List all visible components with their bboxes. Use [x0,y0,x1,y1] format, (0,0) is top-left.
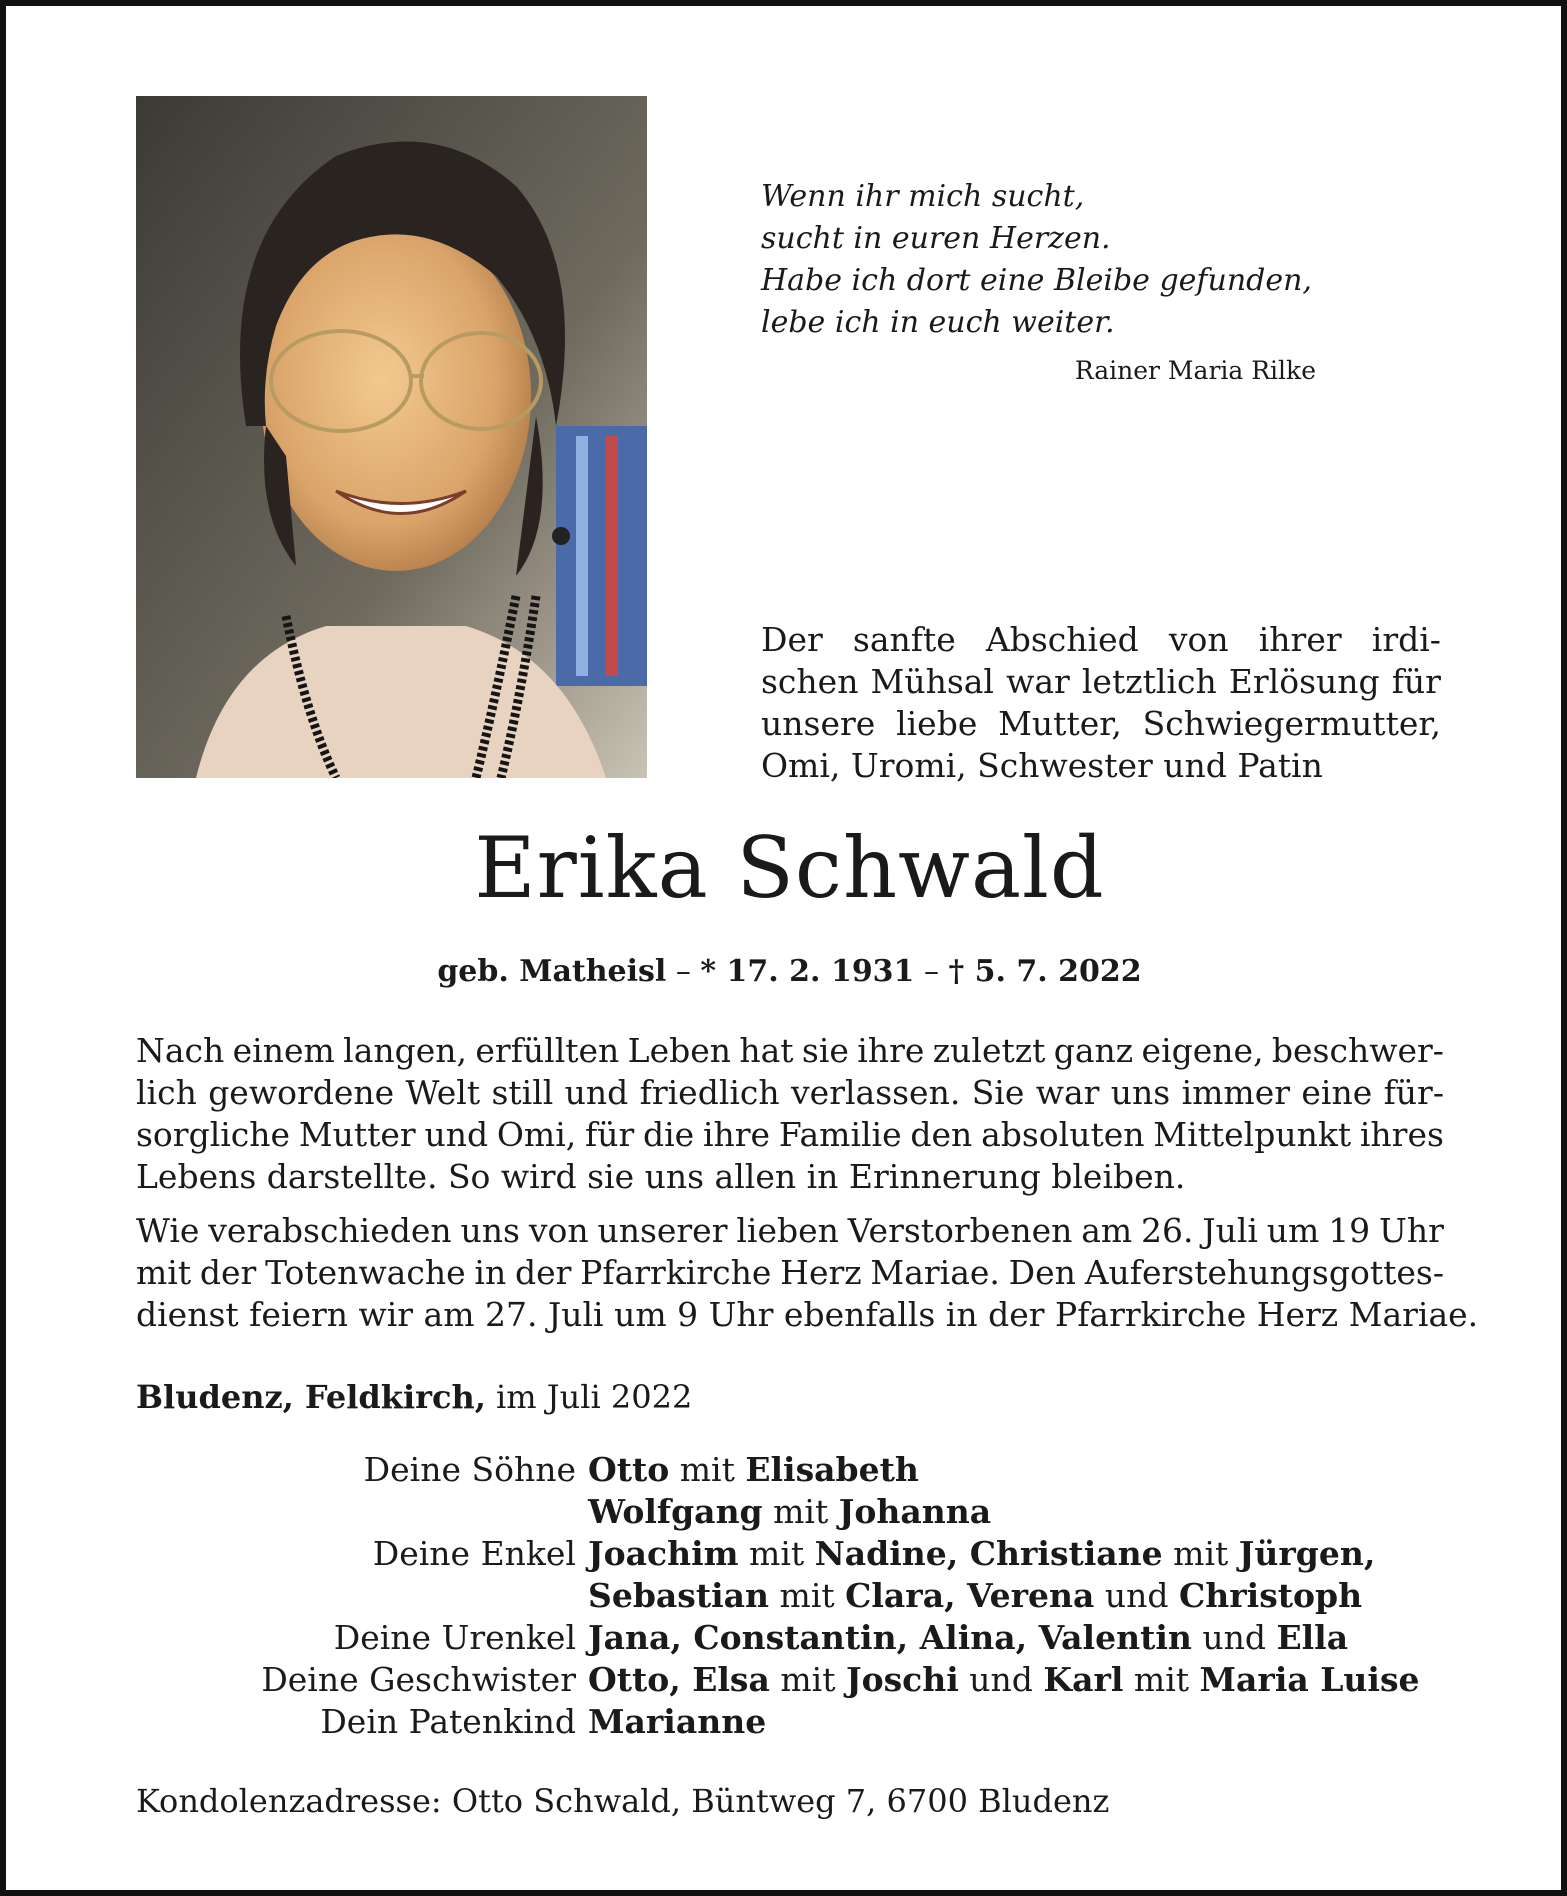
family-row [136,1449,1420,1491]
word: mit [136,1253,192,1292]
family-names [588,1617,1348,1659]
word: absoluten [981,1115,1145,1154]
family-names [588,1533,1375,1575]
body-line: Lebens darstellte. So wird sie uns allen in Erinnerung bleiben. [136,1157,1186,1196]
family-member-name: Ella [1276,1618,1349,1657]
family-member-name: Marianne [588,1702,767,1741]
family-names [588,1449,919,1491]
word: Verstorbenen [847,1211,1073,1250]
word: 26. [1141,1211,1194,1250]
word: irdi- [1371,620,1441,659]
word: am [1081,1211,1133,1250]
word: sorgliche [136,1115,291,1154]
word: und [564,1073,629,1112]
birth-date: * 17. 2. 1931 [700,954,915,989]
family-relation-label: Deine Söhne [363,1450,576,1489]
word: verlassen. [791,1073,961,1112]
word: friedlich [639,1073,780,1112]
word: Welt [405,1073,481,1112]
word: lich [136,1073,197,1112]
family-row [136,1491,1420,1533]
word: von [528,1211,589,1250]
family-relation-label: Deine Urenkel [333,1618,576,1657]
word: für [584,1115,635,1154]
family-connector: und [1191,1618,1277,1657]
word: sanfte [852,620,956,659]
word: Den [1008,1253,1076,1292]
word: ihrer [1258,620,1342,659]
word: ihre [857,1031,925,1070]
word: letztlich [1081,662,1217,701]
family-relation-label: Dein Patenkind [320,1702,576,1741]
word: Mutter [298,1115,416,1154]
deceased-name: Erika Schwald [474,819,1105,917]
word: Omi, [496,1115,577,1154]
poem-quote [761,176,1361,344]
word: eigene, [1141,1031,1264,1070]
place-date [136,1378,692,1416]
word: sie [801,1031,849,1070]
family-member-name: Joachim [588,1534,739,1573]
quote-line: sucht in euren Herzen. [761,221,1111,256]
word: lieben [736,1211,839,1250]
family-list [136,1449,1420,1743]
family-connector: und [958,1660,1044,1699]
family-relation-label [136,1575,588,1617]
word: Pfarrkirche [580,1253,772,1292]
body-line: dienst feiern wir am 27. Juli um 9 Uhr ebenfalls in der Pfarrkirche Herz Mariae. [136,1295,1479,1334]
word: zuletzt [932,1031,1046,1070]
family-member-name: Joschi [845,1660,959,1699]
word: erfüllten [475,1031,620,1070]
body-line [136,1210,1444,1252]
word: hat [739,1031,794,1070]
family-relation-label: Deine Enkel [372,1534,576,1573]
family-row [136,1533,1420,1575]
family-member-name: Maria Luise [1199,1660,1420,1699]
intro-line [761,619,1441,661]
family-connector: und [1094,1576,1180,1615]
word: Juli [1202,1211,1258,1250]
family-member-name: Jana, Constantin, Alina, Valentin [588,1618,1192,1657]
word: für [1391,662,1441,701]
family-row [136,1575,1420,1617]
word: Schwiegermutter, [1142,704,1441,743]
family-member-name: Johanna [838,1492,992,1531]
word: gewordene [208,1073,395,1112]
word: Mutter, [998,704,1122,743]
family-member-name: Elisabeth [745,1450,919,1489]
family-row [136,1659,1420,1701]
word: den [910,1115,973,1154]
word: immer [1181,1073,1291,1112]
date-separator: – [914,954,949,989]
word: langen, [343,1031,468,1070]
word: 19 [1328,1211,1371,1250]
family-member-name: Nadine, Christiane [814,1534,1163,1573]
place-names: Bludenz, Feldkirch, [136,1378,486,1416]
family-relation-label: Deine Geschwister [261,1660,576,1699]
family-connector: mit [1123,1660,1200,1699]
body-line [136,1114,1444,1156]
family-member-name: Karl [1043,1660,1124,1699]
family-member-name: Sebastian [588,1576,770,1615]
intro-line [761,703,1441,745]
family-connector: mit [738,1534,815,1573]
word: unsere [761,704,876,743]
word: Sie [971,1073,1025,1112]
word: Auferstehungsgottes- [1084,1253,1444,1292]
word: Erlösung [1228,662,1380,701]
family-connector: mit [762,1492,839,1531]
word: ihre [702,1115,771,1154]
word: uns [1110,1073,1171,1112]
word: verabschieden [208,1211,452,1250]
body-line [136,1030,1444,1072]
family-member-name: Christoph [1179,1576,1363,1615]
family-member-name: Otto [588,1450,670,1489]
word: der [514,1253,572,1292]
family-names [588,1701,766,1743]
word: von [1168,620,1229,659]
family-connector: mit [669,1450,746,1489]
quote-author: Rainer Maria Rilke [1074,356,1316,385]
word: ganz [1053,1031,1134,1070]
word: unserer [597,1211,728,1250]
word: liebe [896,704,978,743]
word: Nach [136,1031,225,1070]
family-connector: mit [1162,1534,1239,1573]
word: war [1035,1073,1100,1112]
intro-text [761,619,1441,787]
word: Familie [778,1115,902,1154]
word: ihres [1359,1115,1444,1154]
family-connector: mit [769,1660,846,1699]
word: still [491,1073,554,1112]
place-month: im Juli 2022 [485,1378,693,1416]
intro-line [761,661,1441,703]
family-member-name: Clara, Verena [845,1576,1095,1615]
word: Mühsal [870,662,994,701]
family-row [136,1701,1420,1743]
quote-line: Wenn ihr mich sucht, [761,179,1085,214]
word: in [474,1253,507,1292]
body-line [136,1252,1444,1294]
obituary-body [136,1030,1479,1336]
family-relation-label [136,1491,588,1533]
word: war [1006,662,1070,701]
family-member-name: Wolfgang [588,1492,763,1531]
word: die [642,1115,695,1154]
word: schen [761,662,859,701]
word: um [1266,1211,1320,1250]
family-names [588,1575,1362,1617]
word: Leben [627,1031,732,1070]
family-names [588,1659,1420,1701]
word: der [199,1253,257,1292]
word: uns [460,1211,520,1250]
word: Der [761,620,823,659]
family-row [136,1617,1420,1659]
quote-line: lebe ich in euch weiter. [761,305,1115,340]
condolence-address: Kondolenzadresse: Otto Schwald, Büntweg 7, 6700 Bludenz [136,1782,1110,1820]
family-member-name: Otto, Elsa [588,1660,770,1699]
death-date: † 5. 7. 2022 [948,954,1142,989]
family-member-name: Jürgen, [1238,1534,1376,1573]
word: einem [232,1031,335,1070]
word: und [424,1115,489,1154]
word: Uhr [1379,1211,1444,1250]
word: Abschied [985,620,1139,659]
word: für- [1383,1073,1444,1112]
birth-name: geb. Matheisl [437,954,667,989]
word: Mariae. [870,1253,1000,1292]
intro-line: Omi, Uromi, Schwester und Patin [761,746,1323,785]
body-line [136,1072,1444,1114]
word: Totenwache [265,1253,466,1292]
word: eine [1301,1073,1373,1112]
word: Mittelpunkt [1153,1115,1352,1154]
life-dates [6,954,1567,989]
date-separator: – [666,954,701,989]
word: beschwer- [1271,1031,1444,1070]
family-names [588,1491,991,1533]
quote-line: Habe ich dort eine Bleibe gefunden, [761,263,1312,298]
portrait-photo [136,96,647,778]
word: Herz [780,1253,862,1292]
family-connector: mit [769,1576,846,1615]
word: Wie [136,1211,200,1250]
